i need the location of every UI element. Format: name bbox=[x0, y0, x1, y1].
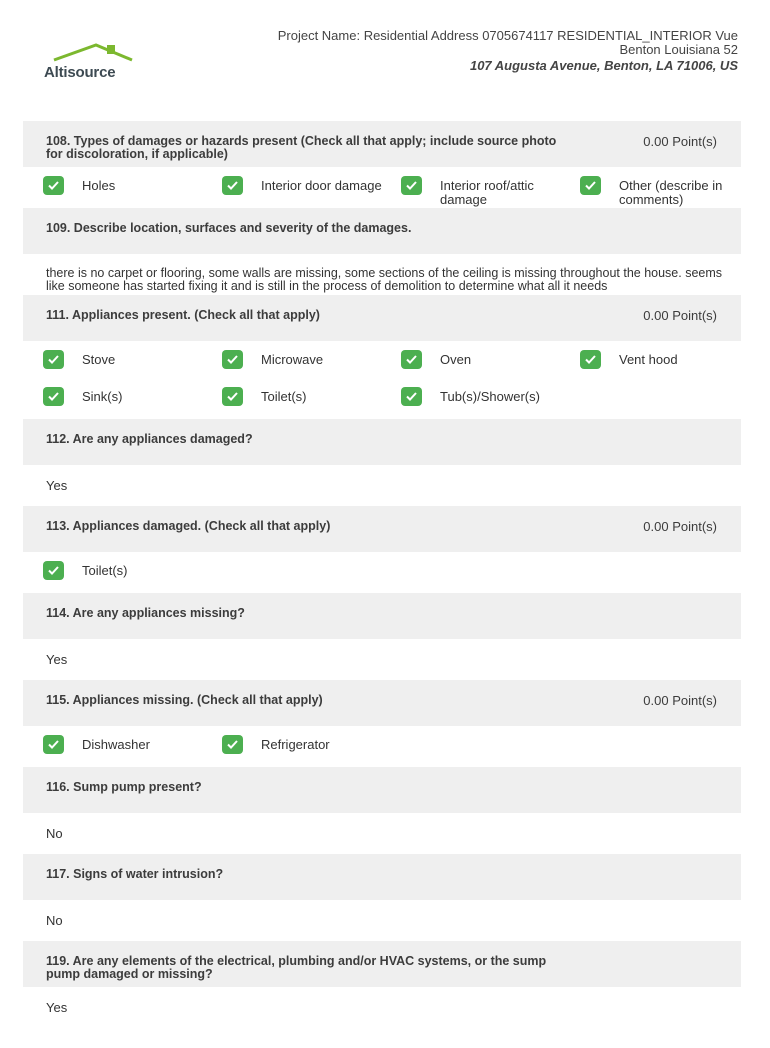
checked-checkbox[interactable] bbox=[43, 735, 64, 754]
project-name-cont: Benton Louisiana 52 bbox=[619, 42, 738, 57]
option-label: Toilet(s) bbox=[82, 563, 128, 578]
option-label: Toilet(s) bbox=[261, 389, 307, 404]
option-label: Microwave bbox=[261, 352, 324, 367]
checked-checkbox[interactable] bbox=[222, 387, 243, 406]
checkmark-icon bbox=[48, 740, 59, 749]
question-111-options-row2 bbox=[23, 378, 741, 419]
option-label: Refrigerator bbox=[261, 737, 330, 752]
checkmark-icon bbox=[48, 181, 59, 190]
option-label: Dishwasher bbox=[82, 737, 150, 752]
question-113-header bbox=[23, 506, 741, 552]
question-112-header bbox=[23, 419, 741, 465]
house-roof-icon bbox=[48, 42, 134, 64]
question-114-answer: Yes bbox=[46, 652, 68, 667]
question-117-answer: No bbox=[46, 913, 63, 928]
question-115-options bbox=[23, 726, 741, 767]
option-label: Vent hood bbox=[619, 352, 678, 367]
question-title: 111. Appliances present. (Check all that apply) bbox=[46, 308, 320, 322]
points-label: 0.00 Point(s) bbox=[643, 519, 717, 534]
property-address: 107 Augusta Avenue, Benton, LA 71006, US bbox=[469, 58, 738, 73]
question-119-header bbox=[23, 941, 741, 987]
checked-checkbox[interactable] bbox=[43, 387, 64, 406]
question-116-header bbox=[23, 767, 741, 813]
checked-checkbox[interactable] bbox=[401, 350, 422, 369]
question-115-header bbox=[23, 680, 741, 726]
checkmark-icon bbox=[48, 355, 59, 364]
checked-checkbox[interactable] bbox=[401, 176, 422, 195]
question-113-options bbox=[23, 552, 741, 593]
question-108-options bbox=[23, 167, 741, 208]
question-119-answer: Yes bbox=[46, 1000, 68, 1015]
checkmark-icon bbox=[406, 392, 417, 401]
project-header bbox=[278, 29, 738, 73]
question-108-header bbox=[23, 121, 741, 167]
checked-checkbox[interactable] bbox=[43, 350, 64, 369]
checkmark-icon bbox=[227, 181, 238, 190]
option-label: Tub(s)/Shower(s) bbox=[440, 389, 540, 404]
option-label: Interior door damage bbox=[261, 178, 382, 193]
checkmark-icon bbox=[48, 392, 59, 401]
checked-checkbox[interactable] bbox=[43, 561, 64, 580]
question-title: 109. Describe location, surfaces and severity of the damages. bbox=[46, 221, 412, 235]
question-109-header bbox=[23, 208, 741, 254]
checked-checkbox[interactable] bbox=[222, 176, 243, 195]
option-label: Sink(s) bbox=[82, 389, 123, 404]
question-title: 117. Signs of water intrusion? bbox=[46, 867, 224, 881]
points-label: 0.00 Point(s) bbox=[643, 693, 717, 708]
question-116-answer: No bbox=[46, 826, 63, 841]
checkmark-icon bbox=[227, 355, 238, 364]
checkmark-icon bbox=[585, 181, 596, 190]
checkmark-icon bbox=[585, 355, 596, 364]
option-label: Interior roof/attic damage bbox=[440, 178, 534, 207]
checked-checkbox[interactable] bbox=[222, 350, 243, 369]
altisource-logo bbox=[44, 42, 140, 86]
checked-checkbox[interactable] bbox=[580, 176, 601, 195]
question-title: 119. Are any elements of the electrical, plumbing and/or HVAC systems, or the sump pump damaged or missing? bbox=[46, 954, 547, 981]
question-117-header bbox=[23, 854, 741, 900]
points-label: 0.00 Point(s) bbox=[643, 308, 717, 323]
option-label: Stove bbox=[82, 352, 116, 367]
question-114-header bbox=[23, 593, 741, 639]
question-title: 116. Sump pump present? bbox=[46, 780, 202, 794]
question-112-answer: Yes bbox=[46, 478, 68, 493]
checkmark-icon bbox=[48, 566, 59, 575]
option-label: Holes bbox=[82, 178, 116, 193]
question-109-answer: there is no carpet or flooring, some walls are missing, some sections of the ceiling is missing throughout the house. seems like someone has started fixing it and is still in the process of demolition to determine what all it needs bbox=[46, 266, 723, 293]
checked-checkbox[interactable] bbox=[401, 387, 422, 406]
checked-checkbox[interactable] bbox=[580, 350, 601, 369]
question-title: 115. Appliances missing. (Check all that apply) bbox=[46, 693, 323, 707]
question-title: 112. Are any appliances damaged? bbox=[46, 432, 253, 446]
logo-text: Altisource bbox=[44, 64, 116, 81]
question-title: 108. Types of damages or hazards present (Check all that apply; include source photo for discoloration, if applicable) bbox=[46, 134, 557, 161]
questionnaire bbox=[23, 121, 741, 1028]
checked-checkbox[interactable] bbox=[43, 176, 64, 195]
checkmark-icon bbox=[227, 392, 238, 401]
checkmark-icon bbox=[227, 740, 238, 749]
points-label: 0.00 Point(s) bbox=[643, 134, 717, 149]
option-label: Other (describe in comments) bbox=[619, 178, 723, 207]
question-title: 114. Are any appliances missing? bbox=[46, 606, 245, 620]
option-label: Oven bbox=[440, 352, 472, 367]
question-111-options-row1 bbox=[23, 341, 741, 378]
checked-checkbox[interactable] bbox=[222, 735, 243, 754]
checkmark-icon bbox=[406, 181, 417, 190]
question-111-header bbox=[23, 295, 741, 341]
project-name: Project Name: Residential Address 0705674117 RESIDENTIAL_INTERIOR Vue bbox=[277, 28, 738, 43]
question-title: 113. Appliances damaged. (Check all that apply) bbox=[46, 519, 331, 533]
checkmark-icon bbox=[406, 355, 417, 364]
